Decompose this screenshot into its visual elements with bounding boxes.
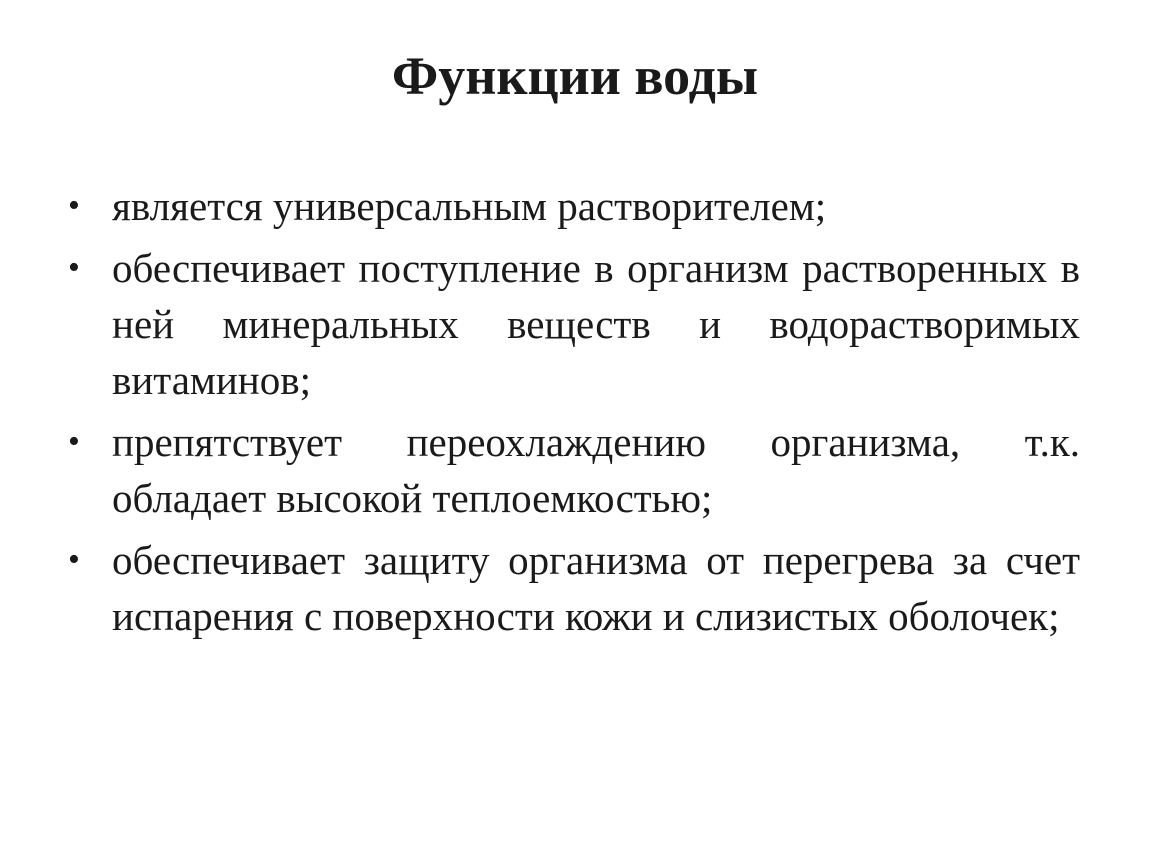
bullet-item bbox=[68, 240, 1080, 408]
bullet-list bbox=[68, 178, 1080, 650]
bullet-icon: • bbox=[68, 423, 80, 460]
slide-title: Функции воды bbox=[391, 46, 759, 106]
bullet-icon: • bbox=[68, 249, 80, 286]
bullet-text: препятствует переохлаждению организма, т.к. обладает высокой теплоемкостью; bbox=[112, 419, 1080, 521]
bullet-text: является универсальным растворителем; bbox=[112, 183, 827, 229]
bullet-item bbox=[68, 532, 1080, 644]
bullet-item bbox=[68, 178, 1080, 234]
bullet-item bbox=[68, 414, 1080, 526]
bullet-text: обеспечивает защиту организма от перегрева за счет испарения с поверхности кожи и слизистых оболочек; bbox=[112, 537, 1080, 639]
bullet-icon: • bbox=[68, 541, 80, 578]
bullet-icon: • bbox=[68, 187, 80, 224]
bullet-text: обеспечивает поступление в организм растворенных в ней минеральных веществ и водорастворимых витаминов; bbox=[112, 245, 1080, 403]
